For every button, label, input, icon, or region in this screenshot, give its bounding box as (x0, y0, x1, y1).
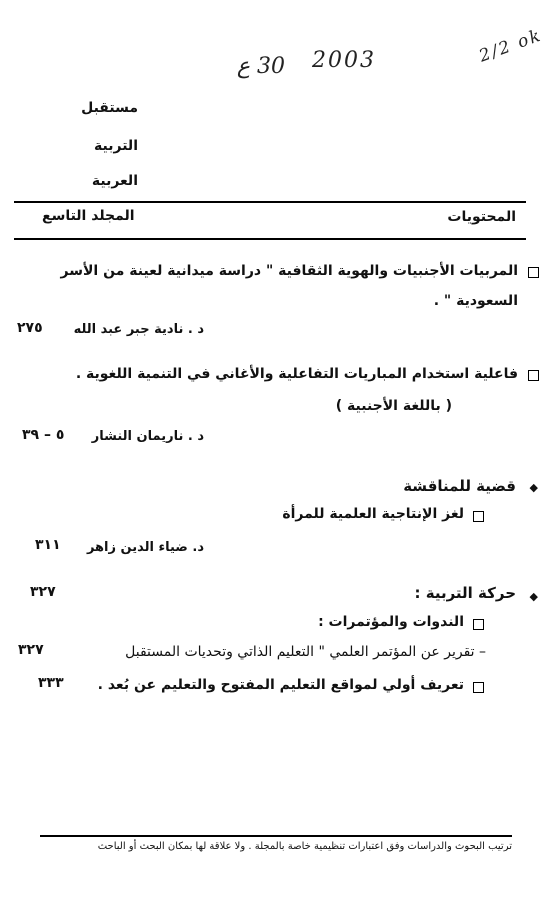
debate-checkbox-icon (473, 511, 484, 522)
entry-2-title-line2: ( باللغة الأجنبية ) (335, 398, 452, 414)
movement-bullet-icon: ◆ (529, 590, 538, 603)
movement-pages: ٣٢٧ (30, 584, 56, 600)
intro-checkbox-icon (473, 682, 484, 693)
entry-1-checkbox-icon (528, 267, 539, 278)
entry-2-title-line1: فاعلية استخدام المباريات التفاعلية والأغاني في التنمية اللغوية . (75, 366, 518, 382)
open-learning-intro-pages: ٣٣٣ (38, 675, 64, 691)
entry-1-title-line2: السعودية " . (433, 293, 518, 309)
conference-report-pages: ٣٢٧ (18, 642, 44, 658)
debate-item-title: لغز الإنتاجية العلمية للمرأة (282, 506, 464, 522)
movement-heading: حركة التربية : (414, 584, 516, 602)
header-bottom-rule (14, 238, 526, 240)
entry-1-title-line1: المربيات الأجنبيات والهوية الثقافية " دراسة ميدانية لعينة من الأسر (60, 263, 518, 279)
entry-1-author: د . نادية جبر عبد الله (73, 322, 204, 337)
debate-pages: ٣١١ (35, 537, 61, 553)
footnote: ترتيب البحوث والدراسات وفق اعتبارات تنظيمية خاصة بالمجلة . ولا علاقة لها بمكان البحث أو الباحث (97, 841, 512, 852)
open-learning-intro-title: تعريف أولي لمواقع التعليم المفتوح والتعليم عن بُعد . (97, 677, 464, 693)
conferences-checkbox-icon (473, 619, 484, 630)
conference-report-title: – تقرير عن المؤتمر العلمي " التعليم الذاتي وتحديات المستقبل (125, 644, 486, 660)
entry-2-checkbox-icon (528, 370, 539, 381)
volume-label: المجلد التاسع (42, 208, 135, 224)
handwritten-corner-note: 2/2 ok (476, 25, 545, 67)
journal-title-line2: التربية (94, 138, 138, 154)
debate-bullet-icon: ◆ (529, 481, 538, 494)
entry-1-pages: ٢٧٥ (17, 320, 43, 336)
entry-2-pages: ٥ – ٣٩ (22, 427, 65, 443)
handwritten-issue-note: 30 ع (236, 54, 285, 79)
header-top-rule (14, 201, 526, 203)
debate-heading: قضية للمناقشة (403, 477, 516, 495)
contents-label: المحتويات (447, 209, 516, 225)
conferences-heading: الندوات والمؤتمرات : (318, 614, 464, 630)
entry-2-author: د . ناريمان النشار (91, 429, 204, 444)
journal-title-line1: مستقبل (81, 100, 138, 116)
journal-title-line3: العربية (91, 173, 138, 189)
footer-rule (40, 835, 512, 837)
handwritten-year: 2003 (312, 48, 376, 73)
debate-author: د. ضياء الدين زاهر (86, 540, 204, 555)
